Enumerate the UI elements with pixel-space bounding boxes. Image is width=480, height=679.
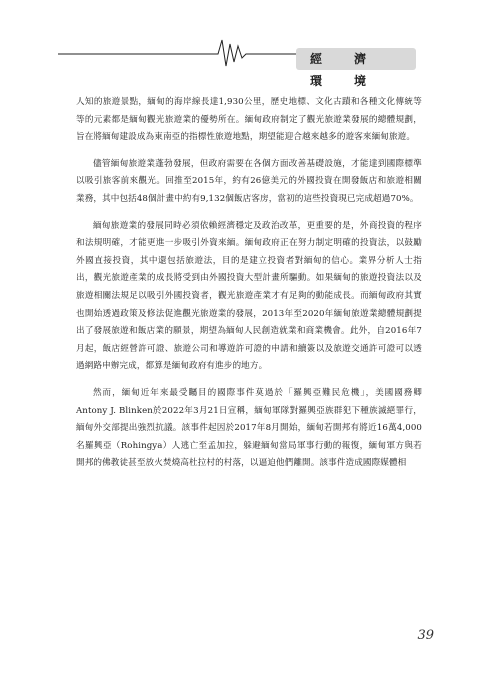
paragraph: 然而，緬甸近年來最受矚目的國際事件莫過於「羅興亞難民危機」，美國國務卿Antony J. Blinken於2022年3月21日宣稱，緬甸軍隊對羅興亞族群犯下種族滅絕罪行，緬甸外交部提出強烈抗議。該事件起因於2017年8月開始，緬甸若開邦有將近16萬4,000名羅興亞（Rohingya）人逃亡至孟加拉，躲避緬甸當局軍事行動的報復，緬甸軍方與若開邦的佛教徒甚至放火焚燒高杜拉村的村落，以逼迫他們離開。該事件造成國際媒體相 xyxy=(76,387,422,469)
page-header xyxy=(0,36,480,88)
page-number: 39 xyxy=(417,628,434,643)
section-label: 經 濟 環 境 xyxy=(296,48,416,70)
paragraph: 緬甸旅遊業的發展同時必須依賴經濟穩定及政治改革，更重要的是，外商投資的程序和法規明確，才能更進一步吸引外資來緬。緬甸政府正在努力制定明確的投資法，以鼓勵外國直接投資，其中還包括旅遊法，目的是建立投資者對緬甸的信心。業界分析人士指出，觀光旅遊產業的成長將受到由外國投資大型計畫所驅動。如果緬甸的旅遊投資法以及旅遊相關法規足以吸引外國投資者，觀光旅遊產業才有足夠的動能成長。而緬甸政府其實也開始透過政策及修法促進觀光旅遊業的發展，2013年至2020年緬甸旅遊業總體規劃提出了發展旅遊和飯店業的願景，期望為緬甸人民創造就業和商業機會。此外，自2016年7月起，飯店經營許可證、旅遊公司和導遊許可證的申請和續簽以及旅遊交通許可證可以透過網路申辦完成，都算是緬甸政府有進步的地方。 xyxy=(76,220,422,372)
paragraph: 儘管緬甸旅遊業蓬勃發展，但政府需要在各個方面改善基礎設施，才能達到國際標準以吸引旅客前來觀光。回推至2015年，約有26億美元的外國投資在開發飯店和旅遊相關業務，其中包括48個計畫中約有9,132個飯店客房，當初的這些投資現已完成超過70%。 xyxy=(76,158,422,204)
paragraph: 人知的旅遊景點，緬甸的海岸線長達1,930公里，歷史地標、文化古蹟和各種文化傳統等等的元素都是緬甸觀光旅遊業的優勢所在。緬甸政府制定了觀光旅遊業發展的總體規劃，旨在將緬甸建設成為東南亞的指標性旅遊地點，期望能迎合越來越多的遊客來緬甸旅遊。 xyxy=(76,97,422,143)
body-text xyxy=(76,94,422,482)
